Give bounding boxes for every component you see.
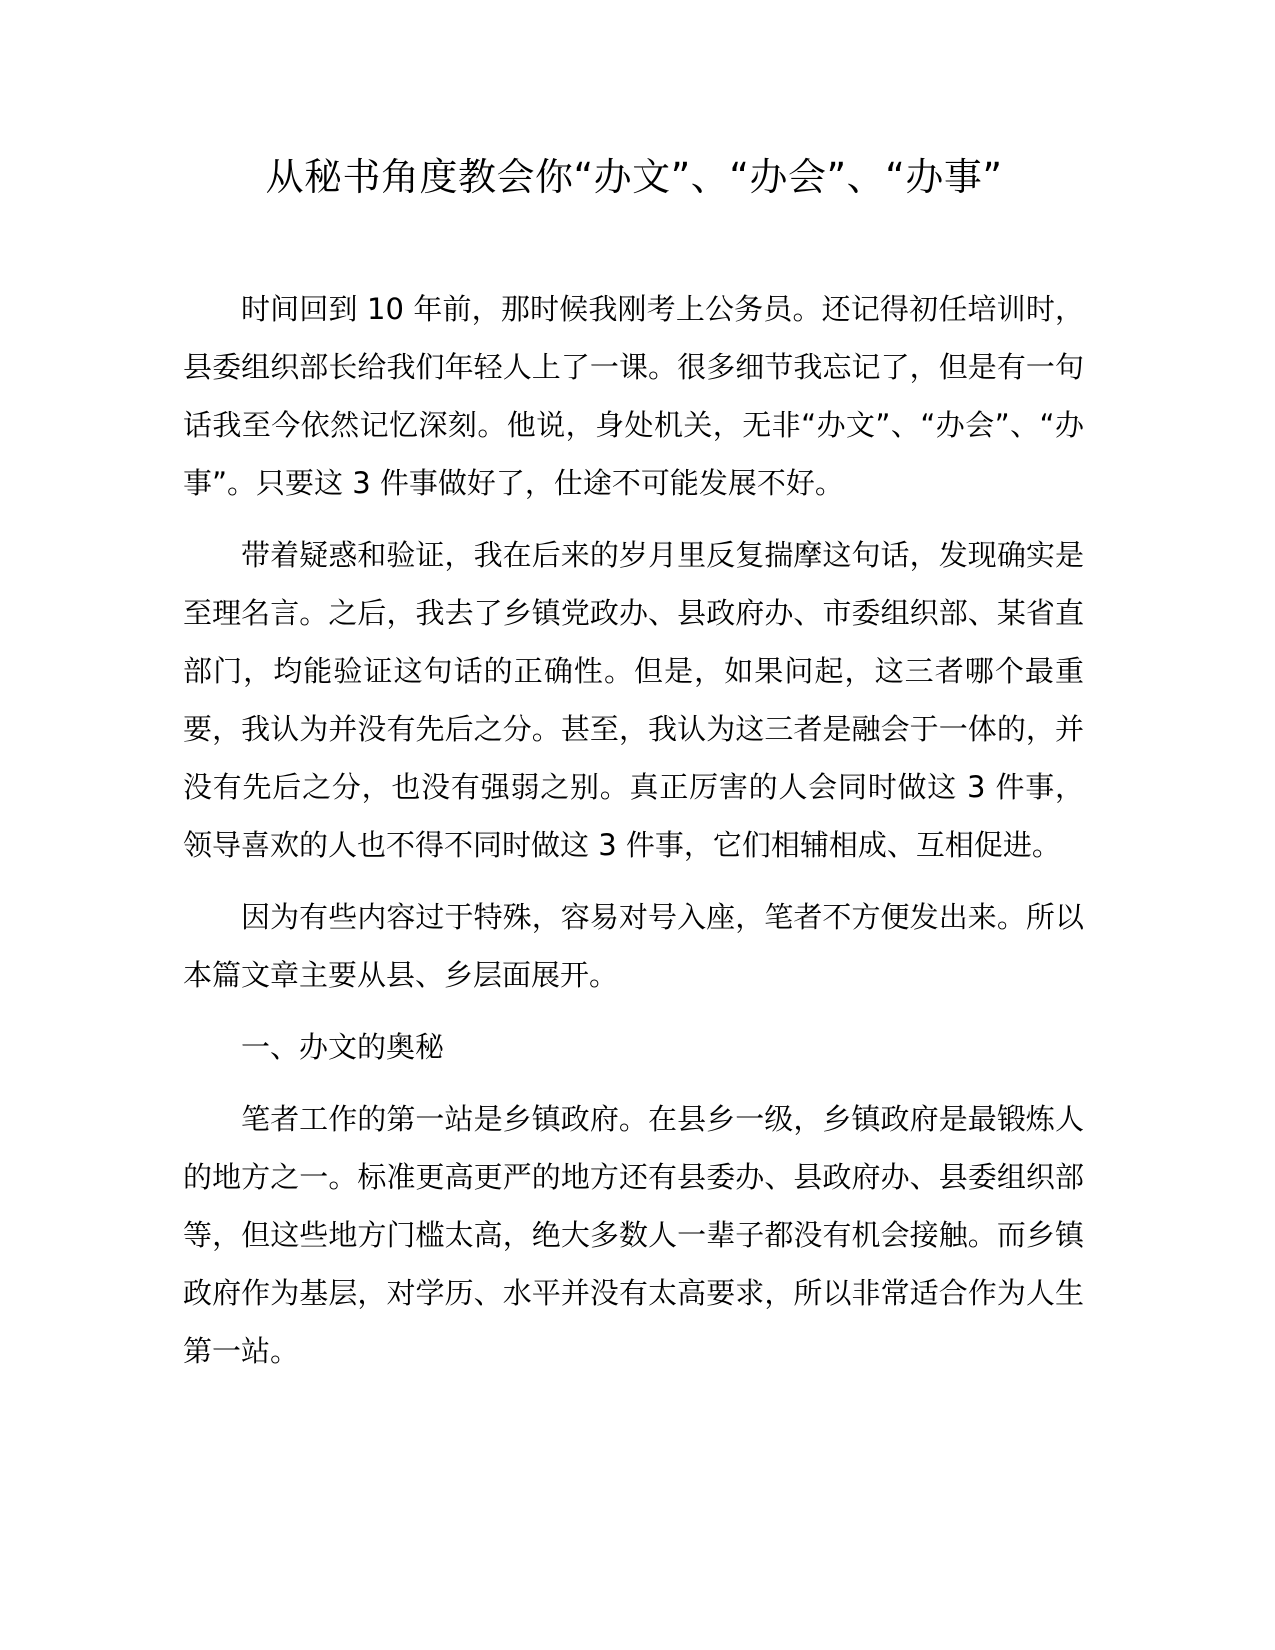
- paragraph-first-post: 笔者工作的第一站是乡镇政府。在县乡一级，乡镇政府是最锻炼人的地方之一。标准更高更严的地方还有县委办、县政府办、县委组织部等，但这些地方门槛太高，绝大多数人一辈子都没有机会接触。而乡镇政府作为基层，对学历、水平并没有太高要求，所以非常适合作为人生第一站。: [183, 1102, 1084, 1368]
- paragraph-scope: 因为有些内容过于特殊，容易对号入座，笔者不方便发出来。所以本篇文章主要从县、乡层面展开。: [183, 900, 1084, 992]
- paragraph-reflection: 带着疑惑和验证，我在后来的岁月里反复揣摩这句话，发现确实是至理名言。之后，我去了乡镇党政办、县政府办、市委组织部、某省直部门，均能验证这句话的正确性。但是，如果问起，这三者哪个最重要，我认为并没有先后之分。甚至，我认为这三者是融会于一体的，并没有先后之分，也没有强弱之别。真正厉害的人会同时做这 3 件事，领导喜欢的人也不得不同时做这 3 件事，它们相辅相成、互相促进。: [183, 538, 1084, 862]
- section-heading: 一、办文的奥秘: [241, 1030, 445, 1064]
- document-title: 从秘书角度教会你“办文”、“办会”、“办事”: [265, 155, 1003, 199]
- paragraph-intro: 时间回到 10 年前，那时候我刚考上公务员。还记得初任培训时，县委组织部长给我们年轻人上了一课。很多细节我忘记了，但是有一句话我至今依然记忆深刻。他说，身处机关，无非“办文”、“办会”、“办事”。只要这 3 件事做好了，仕途不可能发展不好。: [183, 292, 1084, 500]
- document-body: [183, 280, 1084, 1394]
